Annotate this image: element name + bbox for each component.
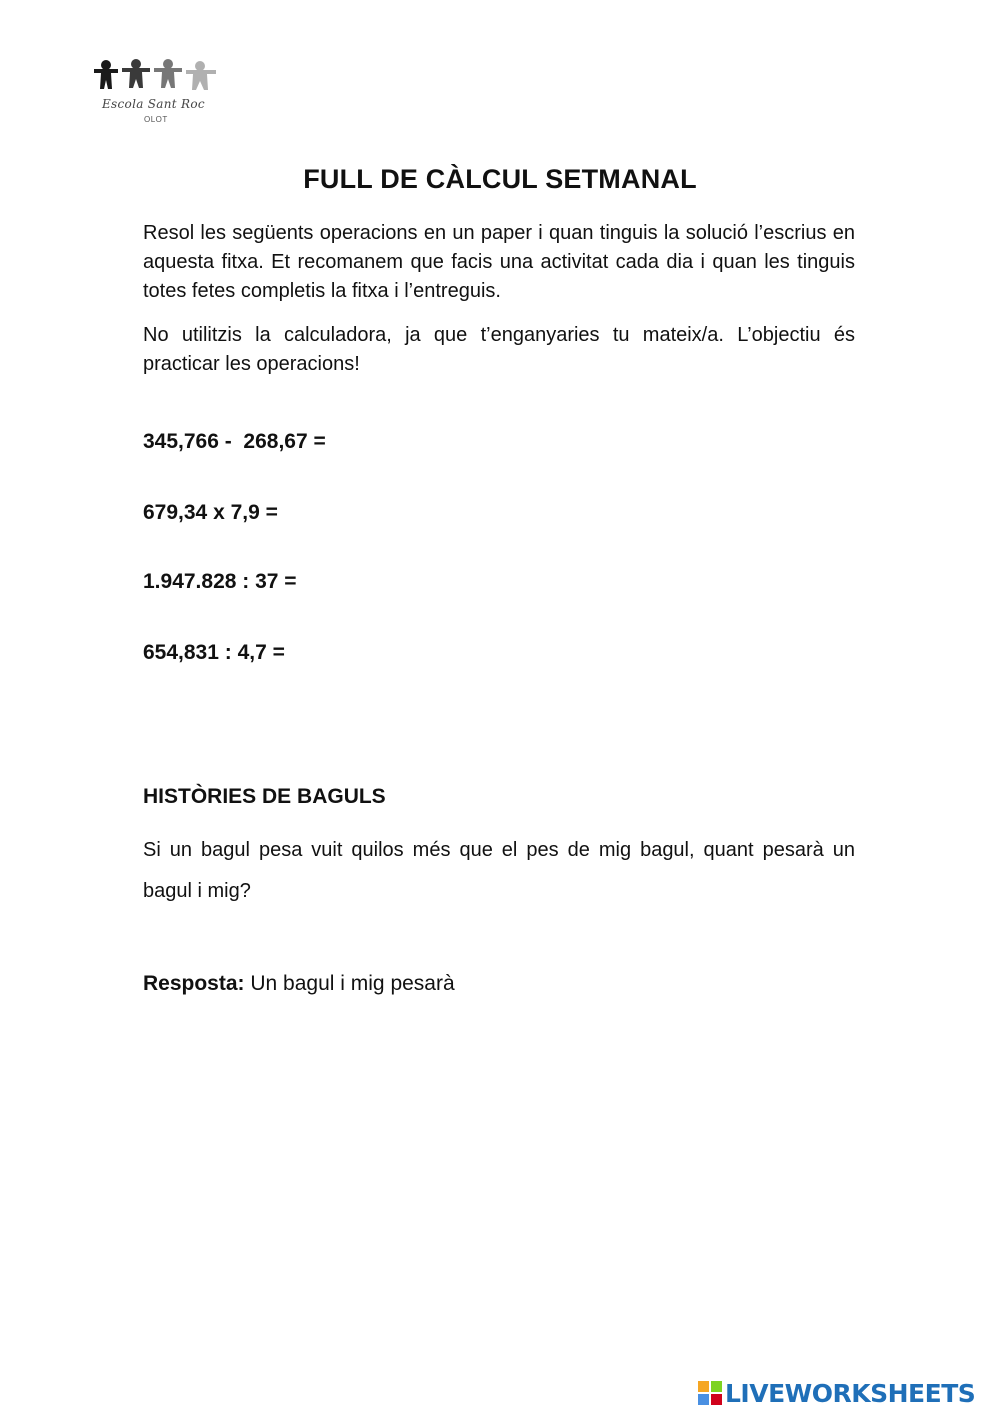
operation-item: 679,34 x 7,9 = bbox=[143, 501, 278, 524]
liveworksheets-logo-icon bbox=[698, 1381, 722, 1405]
liveworksheets-brand: LIVEWORKSHEETS bbox=[725, 1378, 976, 1408]
school-logo bbox=[88, 55, 228, 130]
liveworksheets-watermark bbox=[698, 1378, 975, 1408]
operation-item: 654,831 : 4,7 = bbox=[143, 641, 285, 664]
page-title: FULL DE CÀLCUL SETMANAL bbox=[303, 164, 697, 194]
answer-text: Un bagul i mig pesarà bbox=[250, 972, 455, 995]
intro-paragraph: No utilitzis la calculadora, ja que t’enganyaries tu mateix/a. L’objectiu és practicar les operacions! bbox=[143, 324, 855, 375]
school-name: Escola Sant Roc bbox=[102, 97, 205, 111]
operation-item: 1.947.828 : 37 = bbox=[143, 570, 297, 593]
problem-statement: Si un bagul pesa vuit quilos més que el pes de mig bagul, quant pesarà un bagul i mig? bbox=[143, 839, 855, 902]
section-heading: HISTÒRIES DE BAGULS bbox=[143, 785, 386, 808]
answer-line bbox=[143, 972, 455, 996]
school-location: OLOT bbox=[144, 115, 168, 124]
operation-item: 345,766 - 268,67 = bbox=[143, 430, 326, 453]
answer-label: Resposta: bbox=[143, 972, 245, 995]
intro-paragraph: Resol les següents operacions en un paper i quan tinguis la solució l’escrius en aquesta fitxa. Et recomanem que facis una activitat cada dia i quan les tinguis totes fetes completis la fitxa i l’entreguis. bbox=[143, 222, 855, 302]
children-figures-icon bbox=[88, 55, 228, 100]
